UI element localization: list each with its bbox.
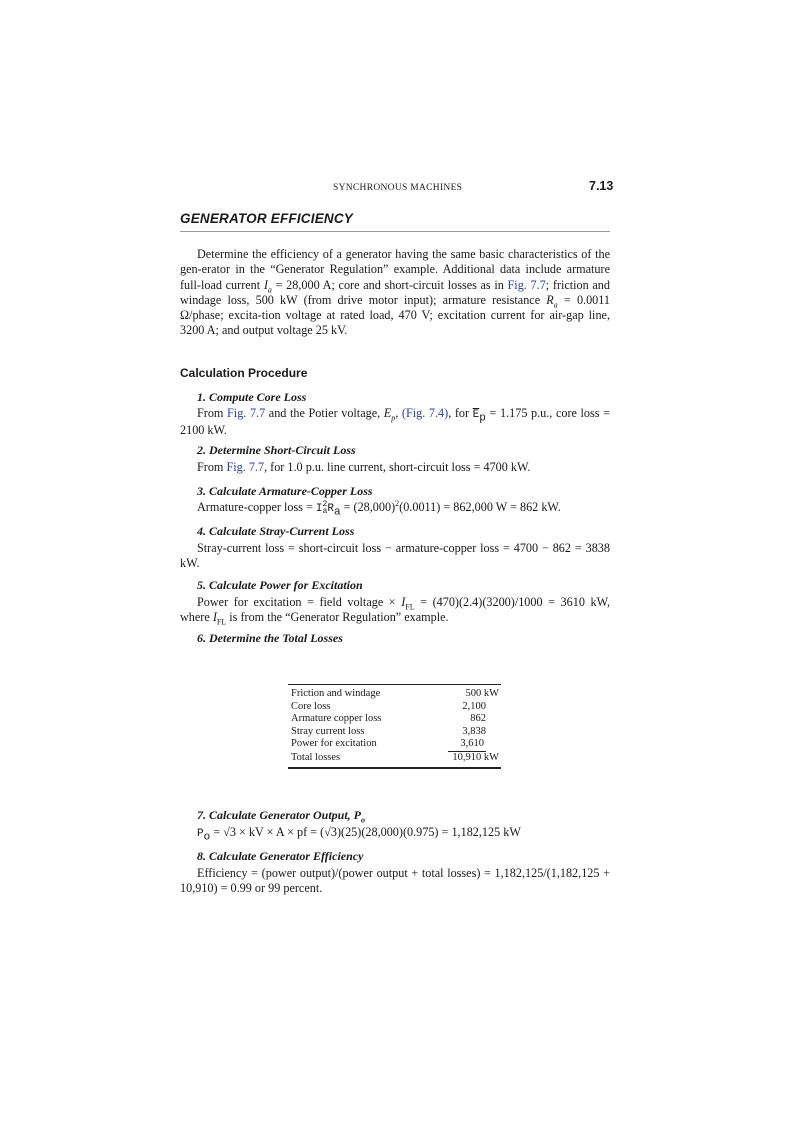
step-7-title-text: 7. Calculate Generator Output, P [197,808,362,822]
step-2-text-2: , for 1.0 p.u. line current, short-circuit loss = 4700 kW. [264,460,531,474]
var-ifl-sub: FL [216,617,227,627]
step-8-text: Efficiency = (power output)/(power output + total losses) = 1,182,125/(1,182,125 + 10,910) = 0.99 or 99 percent. [180,866,610,896]
subtotal-underlined-value: 3,610 [448,738,486,752]
var-ep: E [383,406,392,420]
row-label: Friction and windage [291,688,381,699]
var-i: I [315,503,323,515]
var-ia: I [263,277,268,292]
table-row [288,738,501,752]
row-value [421,738,501,752]
table-top-rule [288,684,501,685]
step-1-text-1: From [197,406,228,420]
intro-text-3: ; friction and windage loss, 500 kW (from drive motor input); armature resistance [180,277,610,307]
var-ra: R [546,292,554,307]
running-head: SYNCHRONOUS MACHINES [333,183,463,193]
calculation-heading: Calculation Procedure [180,366,308,380]
table-row [288,713,501,726]
var-po: P [197,828,204,840]
row-value: 500 kW [465,688,499,699]
step-7-text: = √3 × kV × A × pf = (√3)(25)(28,000)(0.975) = 1,182,125 kW [210,825,521,839]
step-1-text-5: = 1.175 p.u., core loss = 2100 kW. [180,406,611,438]
step-5-title: 5. Calculate Power for Excitation [197,578,363,592]
step-3-text-1: Armature-copper loss = [197,500,316,514]
intro-paragraph [180,247,610,339]
fig-7-7-link[interactable]: Fig. 7.7 [507,277,546,292]
step-5-text-1: Power for excitation = field voltage × [197,595,402,609]
var-ia-sub: a [267,285,272,295]
var-i-sub: a [322,507,328,517]
intro-text-4: = 0.0011 Ω/phase; excita-tion voltage at rated load, 470 V; excitation current for air-gap line, 3200 A; and output voltage 25 kV. [180,292,611,338]
var-po-sub: o [203,831,211,844]
step-5-text-3: is from the “Generator Regulation” example. [226,610,449,625]
step-5-body [180,595,610,626]
row-value: 3,838 [462,725,486,737]
step-3-text-3: (0.0011) = 862,000 W = 862 kW. [399,500,561,514]
section-title: GENERATOR EFFICIENCY [180,211,354,226]
table-row [288,726,501,739]
page-number: 7.13 [589,179,614,193]
step-3-body [180,500,610,517]
table-total-row [288,752,501,765]
var-ep-phasor: $\overline{E}$ [472,409,480,421]
table-bottom-rule [288,767,501,769]
table-row [288,686,501,701]
step-4-body [180,541,610,572]
step-1-text-4: , for [448,406,473,420]
step-2-title: 2. Determine Short-Circuit Loss [197,443,356,457]
intro-text-1: Determine the efficiency of a generator having the same basic characteristics of the gen-erator in the “Generator Regulation” example. Additional data include armature full-load current [180,247,610,292]
intro-text-2: = 28,000 A; core and short-circuit losses as in [271,277,508,292]
var-ep-phasor-sub: p [479,412,486,425]
total-value: 10,910 kW [452,751,499,763]
step-1-text-3: , [395,406,402,420]
row-label: Power for excitation [291,738,377,750]
step-8-title: 8. Calculate Generator Efficiency [197,849,364,863]
step-7-title [197,808,365,823]
total-label: Total losses [291,751,341,763]
var-ifl: I [401,595,406,609]
step-3-text-2: = (28,000) [340,500,396,514]
table-row [288,701,501,714]
step-3-title: 3. Calculate Armature-Copper Loss [197,484,373,498]
var-r-sub: a [333,506,341,519]
fig-7-4-link[interactable]: (Fig. 7.4) [401,406,449,420]
loss-table [288,686,501,765]
var-ep-sub: p [391,413,396,423]
step-2-text-1: From [197,460,227,474]
var-i-sup: 2 [322,500,328,510]
var-r: R [327,503,334,515]
step-5-text-2: = (470)(2.4)(3200)/1000 = 3610 kW, where [180,595,610,625]
var-ifl: I [212,610,217,625]
title-rule [180,231,610,232]
var-ifl-sub: FL [405,602,415,612]
step-4-text: Stray-current loss = short-circuit loss − armature-copper loss = 4700 − 862 = 3838 kW. [180,541,610,571]
step-1-body [180,406,610,439]
fig-7-7-link[interactable]: Fig. 7.7 [226,460,265,474]
row-value: 2,100 [462,700,486,712]
fig-7-7-link[interactable]: Fig. 7.7 [227,406,266,420]
step-7-body [180,825,610,842]
var-ra-sub: a [553,300,558,310]
row-label: Stray current loss [291,725,365,737]
step-1-title: 1. Compute Core Loss [197,390,307,404]
step-6-title: 6. Determine the Total Losses [197,631,343,645]
row-label: Armature copper loss [291,713,382,725]
step-2-body [180,460,610,475]
step-8-body [180,866,610,897]
exponent: 2 [395,498,400,508]
row-value: 862 [470,713,486,725]
step-7-title-sub: o [361,815,366,825]
step-4-title: 4. Calculate Stray-Current Loss [197,524,355,538]
row-label: Core loss [291,700,331,712]
step-1-text-2: and the Potier voltage, [265,406,384,420]
